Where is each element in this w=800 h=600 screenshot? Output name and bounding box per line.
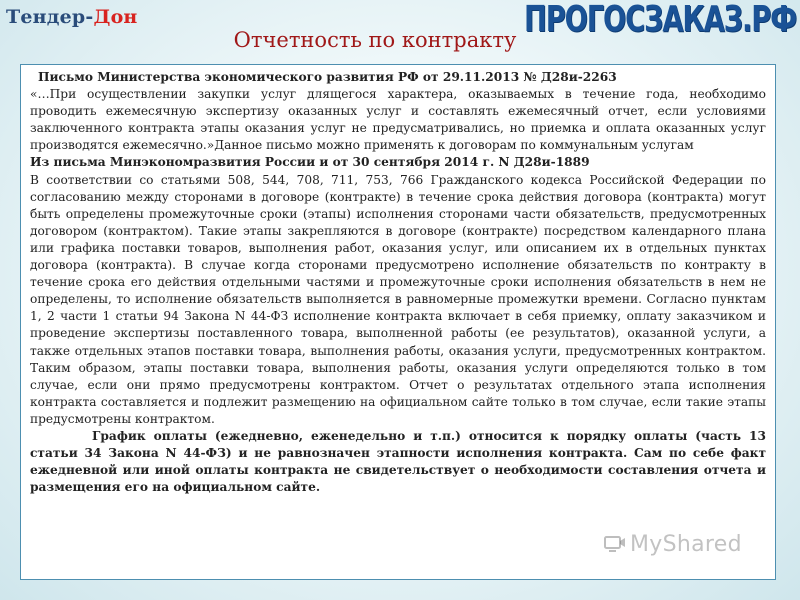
brand-part2: Дон bbox=[93, 6, 138, 28]
watermark-icon bbox=[604, 534, 626, 554]
letter-heading-1: Письмо Министерства экономического развития РФ от 29.11.2013 № Д28и-2263 bbox=[38, 70, 617, 84]
watermark-text: MyShared bbox=[630, 532, 742, 557]
page-title: Отчетность по контракту bbox=[233, 28, 517, 52]
conclusion-paragraph: График оплаты (ежедневно, еженедельно и т.п.) относится к порядку оплаты (часть 13 статьи 34 Закона N 44-ФЗ) и не равнозначен этапности исполнения контракта. Сам по себе факт ежедневной или иной оплаты контракта не свидетельствует о необходимости составления отчета и размещения его на официальном сайте. bbox=[30, 428, 766, 495]
letter-heading-2: Из письма Минэкономразвития России и от 30 сентября 2014 г. N Д28и-1889 bbox=[30, 155, 590, 170]
brand-name bbox=[6, 6, 138, 28]
brand-part1: Тендер- bbox=[6, 6, 94, 28]
watermark bbox=[604, 532, 742, 557]
letter-quote-1: «…При осуществлении закупки услуг длящегося характера, оказываемых в течение года, необходимо проводить ежемесячную экспертизу оказанных услуг и составлять ежемесячный отчет, если условиями заключенного контракта этапы оказания услуг не предусматривались, но приемка и оплата оказанных услуг производятся ежемесячно.»Данное письмо можно применять к договорам по коммунальным услугам bbox=[30, 87, 766, 153]
letter-paragraph-2: В соответствии со статьями 508, 544, 708, 711, 753, 766 Гражданского кодекса Российской Федерации по согласованию между сторонами в договоре (контракте) в течение срока действия договора (контракта) могут быть определены промежуточные сроки (этапы) исполнения сторонами части обязательств, предусмотренных договором (контрактом). Такие этапы закрепляются в договоре (контракте) посредством календарного плана или графика поставки товаров, выполнения работ, оказания услуг, или описанием их в отдельных пунктах договора (контракта). В случае когда сторонами предусмотрено исполнение обязательств по контракту в течение срока его действия отдельными частями и промежуточные сроки исполнения обязательств в нем не определены, то исполнение обязательств выполняется в равномерные промежутки времени. Согласно пунктам 1, 2 части 1 статьи 94 Закона N 44-ФЗ исполнение контракта включает в себя приемку, оплату заказчиком и проведение экспертизы поставленного товара, выполненной работы (ее результатов), оказанной услуги, а также отдельных этапов поставки товара, выполнения работы, оказания услуги, предусмотренных контрактом. Таким образом, этапы поставки товара, выполнения работы, оказания услуги определяются только в том случае, если они прямо предусмотрены контрактом. Отчет о результатах отдельного этапа исполнения контракта составляется и подлежит размещению на официальном сайте только в том случае, если такие этапы предусмотрены контрактом. bbox=[30, 172, 766, 426]
site-logo: ПРОГОСЗАКАЗ.РФ bbox=[523, 0, 796, 40]
document-text-box bbox=[20, 64, 776, 580]
